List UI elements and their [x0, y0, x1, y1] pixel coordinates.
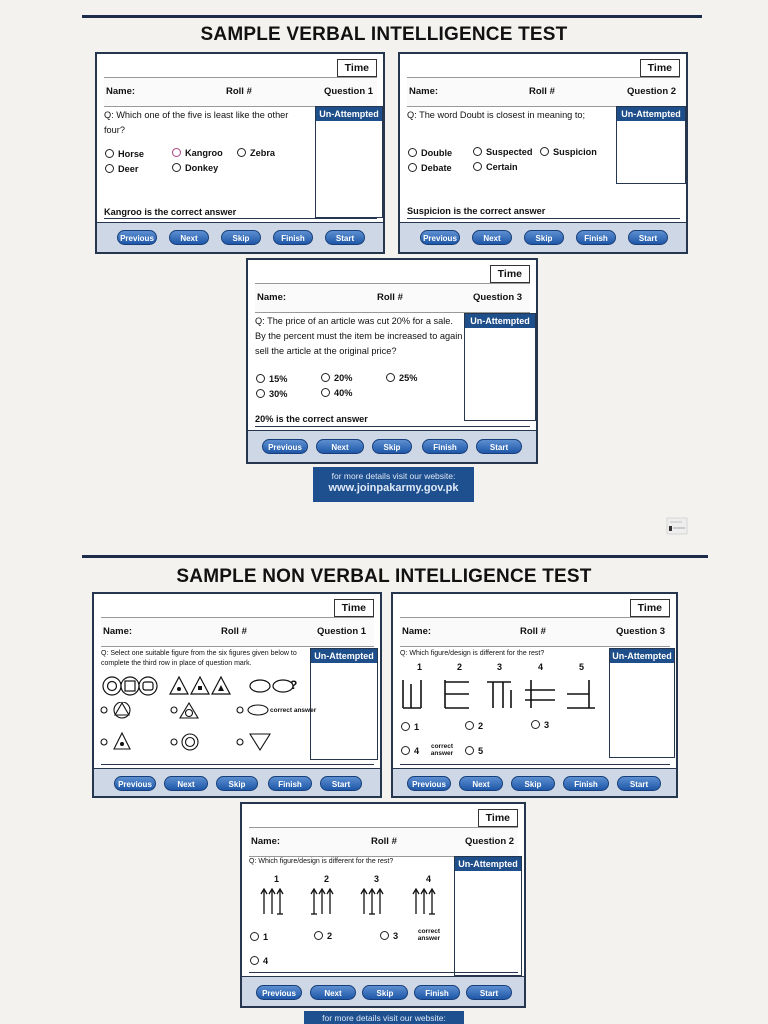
question-number: Question 3 — [616, 626, 666, 637]
previous-button[interactable]: Previous — [420, 230, 460, 245]
nonverbal-question-3-panel — [391, 592, 678, 798]
skip-button[interactable]: Skip — [221, 230, 261, 245]
correct-answer-label: correct answer — [430, 743, 454, 757]
radio-icon[interactable] — [237, 148, 246, 157]
website-banner-bottom — [304, 1011, 464, 1024]
option-4[interactable]: 4 — [250, 956, 268, 966]
radio-icon[interactable] — [321, 373, 330, 382]
previous-button[interactable]: Previous — [262, 439, 308, 454]
status-box — [315, 106, 383, 218]
previous-button[interactable]: Previous — [117, 230, 157, 245]
skip-button[interactable]: Skip — [216, 776, 258, 791]
status-box — [310, 648, 378, 760]
correct-answer-text: Suspicion is the correct answer — [407, 206, 546, 216]
verbal-question-3-panel — [246, 258, 538, 464]
option-40[interactable]: 40% — [321, 388, 352, 398]
radio-icon[interactable] — [256, 374, 265, 383]
radio-icon[interactable] — [172, 163, 181, 172]
finish-button[interactable]: Finish — [422, 439, 468, 454]
question-text: Q: The word Doubt is closest in meaning to; — [407, 110, 586, 120]
correct-answer-label: correct answer — [417, 928, 441, 942]
name-label: Name: — [257, 292, 287, 303]
nav-bar — [400, 222, 686, 252]
website-banner — [313, 467, 474, 502]
skip-button[interactable]: Skip — [524, 230, 564, 245]
radio-icon[interactable] — [531, 720, 540, 729]
previous-button[interactable]: Previous — [256, 985, 302, 1000]
banner-text: for more details visit our website: — [322, 1013, 446, 1023]
option-double[interactable]: Double — [408, 148, 452, 158]
radio-icon[interactable] — [465, 746, 474, 755]
figure-number-1: 1 — [417, 662, 423, 672]
top-rule — [82, 15, 702, 18]
middle-rule — [82, 555, 708, 558]
correct-answer-label: correct answer — [270, 707, 317, 714]
option-zebra[interactable]: Zebra — [237, 148, 275, 158]
option-certain[interactable]: Certain — [473, 162, 518, 172]
status-box — [454, 856, 522, 976]
header-row — [101, 617, 374, 647]
nav-bar — [97, 222, 383, 252]
option-3[interactable]: 3 — [531, 720, 549, 730]
finish-button[interactable]: Finish — [414, 985, 460, 1000]
start-button[interactable]: Start — [320, 776, 362, 791]
finish-button[interactable]: Finish — [576, 230, 616, 245]
next-button[interactable]: Next — [472, 230, 512, 245]
option-1[interactable]: 1 — [250, 932, 268, 942]
option-2[interactable]: 2 — [465, 721, 483, 731]
name-label: Name: — [409, 86, 439, 97]
divider — [407, 218, 680, 219]
skip-button[interactable]: Skip — [362, 985, 408, 1000]
correct-answer-text: 20% is the correct answer — [255, 414, 368, 424]
divider — [104, 218, 377, 219]
question-number: Question 2 — [465, 836, 515, 847]
option-deer[interactable]: Deer — [105, 164, 138, 174]
divider — [101, 764, 374, 765]
finish-button[interactable]: Finish — [273, 230, 313, 245]
figure-number-3: 3 — [497, 662, 503, 672]
nonverbal-test-title: SAMPLE NON VERBAL INTELLIGENCE TEST — [176, 566, 592, 587]
name-label: Name: — [251, 836, 281, 847]
figure-number-4: 4 — [538, 662, 544, 672]
question-text: Q: Which figure/design is different for the rest? — [249, 858, 394, 865]
option-debate[interactable]: Debate — [408, 163, 452, 173]
option-5[interactable]: 5 — [465, 746, 483, 756]
figure-number-1: 1 — [274, 874, 280, 884]
next-button[interactable]: Next — [316, 439, 364, 454]
option-kangroo[interactable]: Kangroo — [172, 148, 223, 158]
radio-icon[interactable] — [321, 388, 330, 397]
figure-series-row — [100, 674, 310, 698]
name-label: Name: — [103, 626, 133, 637]
option-1[interactable]: 1 — [401, 722, 419, 732]
question-text: Q: The price of an article was cut 20% for a sale. By the percent must the item be increased to again sell the article at the original price? — [255, 316, 463, 356]
status-label: Un-Attempted — [316, 107, 382, 121]
question-number: Question 2 — [627, 86, 677, 97]
name-label: Name: — [106, 86, 136, 97]
start-button[interactable]: Start — [617, 776, 661, 791]
question-mark: ? — [290, 678, 298, 692]
radio-icon[interactable] — [386, 373, 395, 382]
option-30[interactable]: 30% — [256, 389, 287, 399]
radio-icon[interactable] — [105, 149, 114, 158]
radio-icon[interactable] — [465, 721, 474, 730]
question-number: Question 1 — [324, 86, 374, 97]
figure-number-5: 5 — [579, 662, 585, 672]
time-label: Time — [334, 599, 374, 617]
radio-icon[interactable] — [172, 148, 181, 157]
banner-text: for more details visit our website: — [331, 471, 456, 481]
radio-icon[interactable] — [401, 746, 410, 755]
figure-number-4: 4 — [426, 874, 432, 884]
radio-icon[interactable] — [250, 956, 259, 965]
finish-button[interactable]: Finish — [563, 776, 609, 791]
divider — [249, 972, 518, 973]
roll-label: Roll # — [529, 86, 555, 97]
time-label: Time — [337, 59, 377, 77]
status-box — [464, 313, 536, 421]
time-label: Time — [490, 265, 530, 283]
radio-icon[interactable] — [540, 147, 549, 156]
start-button[interactable]: Start — [476, 439, 522, 454]
divider — [255, 426, 530, 427]
option-25[interactable]: 25% — [386, 373, 417, 383]
radio-icon[interactable] — [250, 932, 259, 941]
option-suspected[interactable]: Suspected — [473, 147, 532, 157]
radio-icon[interactable] — [473, 147, 482, 156]
status-label: Un-Attempted — [610, 649, 674, 663]
nav-bar — [94, 768, 380, 796]
question-text: Q: Which one of the five is least like the other four? — [104, 110, 289, 135]
radio-icon[interactable] — [256, 389, 265, 398]
correct-answer-text: Kangroo is the correct answer — [104, 207, 237, 217]
verbal-question-2-panel — [398, 52, 688, 254]
website-link[interactable]: www.joinpakarmy.gov.pk — [328, 482, 459, 494]
status-label: Un-Attempted — [465, 314, 535, 328]
radio-icon[interactable] — [408, 148, 417, 157]
name-label: Name: — [402, 626, 432, 637]
roll-label: Roll # — [226, 86, 252, 97]
status-box — [616, 106, 686, 184]
option-horse[interactable]: Horse — [105, 149, 144, 159]
verbal-test-title: SAMPLE VERBAL INTELLIGENCE TEST — [200, 24, 568, 45]
radio-icon[interactable] — [380, 931, 389, 940]
next-button[interactable]: Next — [459, 776, 503, 791]
radio-icon[interactable] — [473, 162, 482, 171]
start-button[interactable]: Start — [628, 230, 668, 245]
option-2[interactable]: 2 — [314, 931, 332, 941]
header-row — [407, 77, 680, 107]
start-button[interactable]: Start — [325, 230, 365, 245]
radio-icon[interactable] — [314, 931, 323, 940]
next-button[interactable]: Next — [169, 230, 209, 245]
option-3[interactable]: 3 — [380, 931, 398, 941]
divider — [400, 764, 670, 765]
option-4[interactable]: 4 — [401, 746, 419, 756]
nav-bar — [248, 430, 536, 462]
radio-icon[interactable] — [401, 722, 410, 731]
verbal-question-1-panel — [95, 52, 385, 254]
start-button[interactable]: Start — [466, 985, 512, 1000]
option-20[interactable]: 20% — [321, 373, 352, 383]
roll-label: Roll # — [371, 836, 397, 847]
roll-label: Roll # — [377, 292, 403, 303]
status-box — [609, 648, 675, 758]
roll-label: Roll # — [221, 626, 247, 637]
option-suspicion[interactable]: Suspicion — [540, 147, 597, 157]
option-15[interactable]: 15% — [256, 374, 287, 384]
nonverbal-question-1-panel — [92, 592, 382, 798]
arrow-figures — [258, 886, 448, 918]
time-label: Time — [630, 599, 670, 617]
option-donkey[interactable]: Donkey — [172, 163, 218, 173]
header-row — [249, 827, 518, 857]
figure-number-2: 2 — [457, 662, 463, 672]
figure-number-2: 2 — [324, 874, 330, 884]
time-label: Time — [478, 809, 518, 827]
header-row — [255, 283, 530, 313]
next-button[interactable]: Next — [310, 985, 356, 1000]
header-row — [104, 77, 377, 107]
figure-number-3: 3 — [374, 874, 380, 884]
question-text: Q: Select one suitable figure from the six figures given below to complete the third row in place of question mark. — [101, 650, 297, 667]
skip-button[interactable]: Skip — [372, 439, 412, 454]
next-button[interactable]: Next — [164, 776, 208, 791]
radio-icon[interactable] — [105, 164, 114, 173]
time-label: Time — [640, 59, 680, 77]
skip-button[interactable]: Skip — [511, 776, 555, 791]
scanner-stamp-icon — [666, 517, 688, 535]
question-number: Question 3 — [473, 292, 523, 303]
nav-bar — [393, 768, 676, 796]
status-label: Un-Attempted — [617, 107, 685, 121]
nonverbal-question-2-panel — [240, 802, 526, 1008]
previous-button[interactable]: Previous — [114, 776, 156, 791]
roll-label: Roll # — [520, 626, 546, 637]
status-label: Un-Attempted — [455, 857, 521, 871]
header-row — [400, 617, 670, 647]
status-label: Un-Attempted — [311, 649, 377, 663]
previous-button[interactable]: Previous — [407, 776, 451, 791]
nav-bar — [242, 976, 524, 1006]
finish-button[interactable]: Finish — [268, 776, 312, 791]
question-number: Question 1 — [317, 626, 367, 637]
line-figures — [399, 676, 605, 714]
radio-icon[interactable] — [408, 163, 417, 172]
question-text: Q: Which figure/design is different for the rest? — [400, 650, 545, 657]
